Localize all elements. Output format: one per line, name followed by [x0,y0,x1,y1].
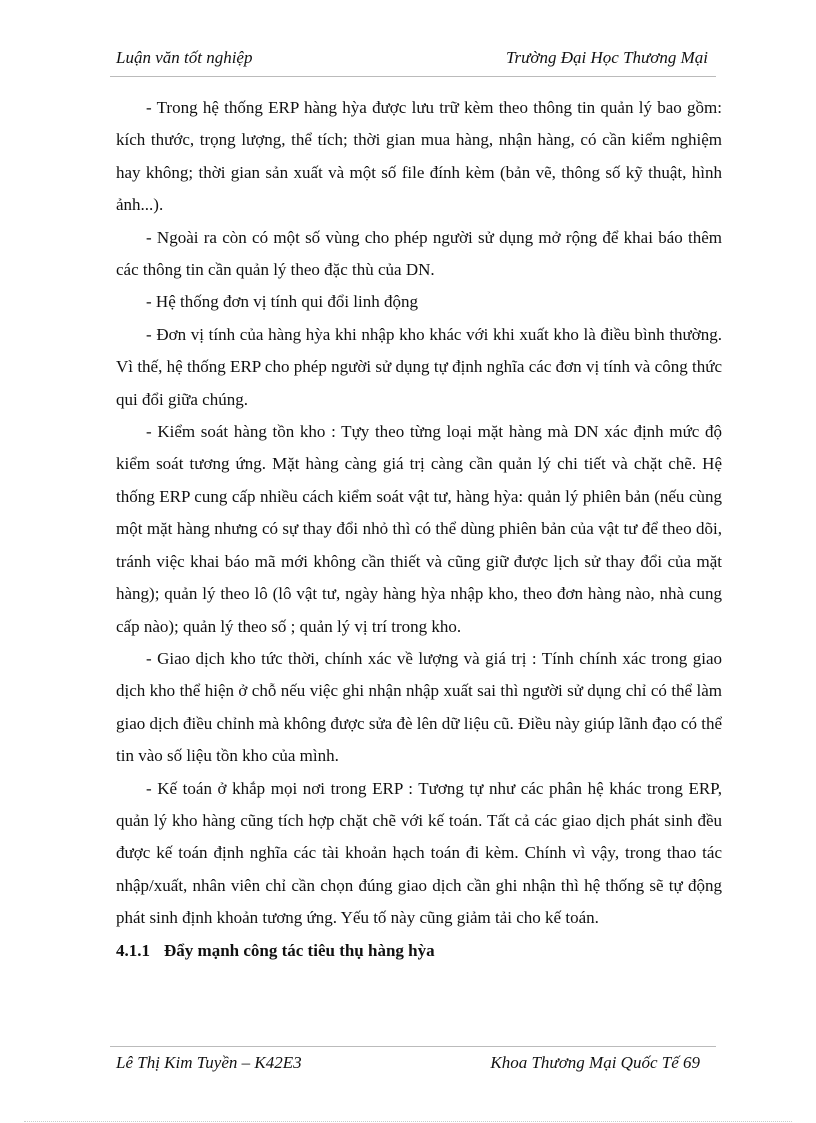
paragraph-unit-conversion-title: - Hệ thống đơn vị tính qui đổi linh động [146,292,419,312]
page-number: 69 [683,1053,700,1072]
footer-right [490,1053,700,1073]
page-edge [24,1121,792,1122]
paragraph-accounting-integration: - Kế toán ở khắp mọi nơi trong ERP : Tương tự như các phân hệ khác trong ERP, quản lý kho hàng cũng tích hợp chặt chẽ với kế toán. Tất cả các giao dịch phát sinh đều được kế toán định nghĩa các tài khoản hạch toán đi kèm. Chính vì vậy, trong thao tác nhập/xuất, nhân viên chỉ cần chọn đúng giao dịch cần ghi nhận thì hệ thống sẽ tự động phát sinh định khoản tương ứng. Yếu tố này cũng giảm tải cho kế toán. [116,778,722,928]
header-divider [110,76,716,77]
paragraph-unit-conversion: - Đơn vị tính của hàng hỳa khi nhập kho khác với khi xuất kho là điều bình thường. Vì thế, hệ thống ERP cho phép người sử dụng tự định nghĩa các đơn vị tính và công thức qui đổi giữa chúng. [116,324,722,409]
paragraph-custom-fields: - Ngoài ra còn có một số vùng cho phép người sử dụng mở rộng để khai báo thêm các thông tin cần quản lý theo đặc thù của DN. [116,227,722,280]
page-body [116,92,722,967]
footer-author: Lê Thị Kim Tuyền – K42E3 [116,1053,302,1072]
page-footer [116,1053,708,1079]
section-number: 4.1.1 [116,940,150,960]
header-university-name: Trường Đại Học Thương Mại [506,48,708,67]
page-header [116,48,708,74]
paragraph-inventory-control: - Kiểm soát hàng tồn kho : Tựy theo từng loại mặt hàng mà DN xác định mức độ kiểm soát tương ứng. Mặt hàng càng giá trị càng cần quản lý chi tiết và chặt chẽ. Hệ thống ERP cung cấp nhiều cách kiểm soát vật tư, hàng hỳa: quản lý phiên bản (nếu cùng một mặt hàng nhưng có sự thay đổi nhỏ thì có thể dùng phiên bản của vật tư để theo dõi, tránh việc khai báo mã mới không cần thiết và cũng giữ được lịch sử thay đổi của mặt hàng); quản lý theo lô (lô vật tư, ngày hàng hỳa nhập kho, theo đơn hàng nào, nhà cung cấp nào); quản lý theo số ; quản lý vị trí trong kho. [116,422,722,636]
header-thesis-label: Luận văn tốt nghiệp [116,48,253,67]
section-heading [116,935,722,967]
paragraph-erp-item-info: - Trong hệ thống ERP hàng hỳa được lưu trữ kèm theo thông tin quản lý bao gồm: kích thước, trọng lượng, thể tích; thời gian mua hàng, nhận hàng, có cần kiểm nghiệm hay không; thời gian sản xuất và một số file đính kèm (bản vẽ, thông số kỹ thuật, hình ảnh...). [116,98,722,215]
paragraph-realtime-transactions: - Giao dịch kho tức thời, chính xác về lượng và giá trị : Tính chính xác trong giao dịch kho thể hiện ở chỗ nếu việc ghi nhận nhập xuất sai thì người sử dụng chỉ có thể làm giao dịch điều chỉnh mà không được sửa đè lên dữ liệu cũ. Điều này giúp lãnh đạo có thể tin vào số liệu tồn kho của mình. [116,648,722,766]
footer-divider [110,1046,716,1047]
footer-faculty: Khoa Thương Mại Quốc Tế [490,1053,679,1072]
section-title: Đẩy mạnh công tác tiêu thụ hàng hỳa [164,940,435,960]
